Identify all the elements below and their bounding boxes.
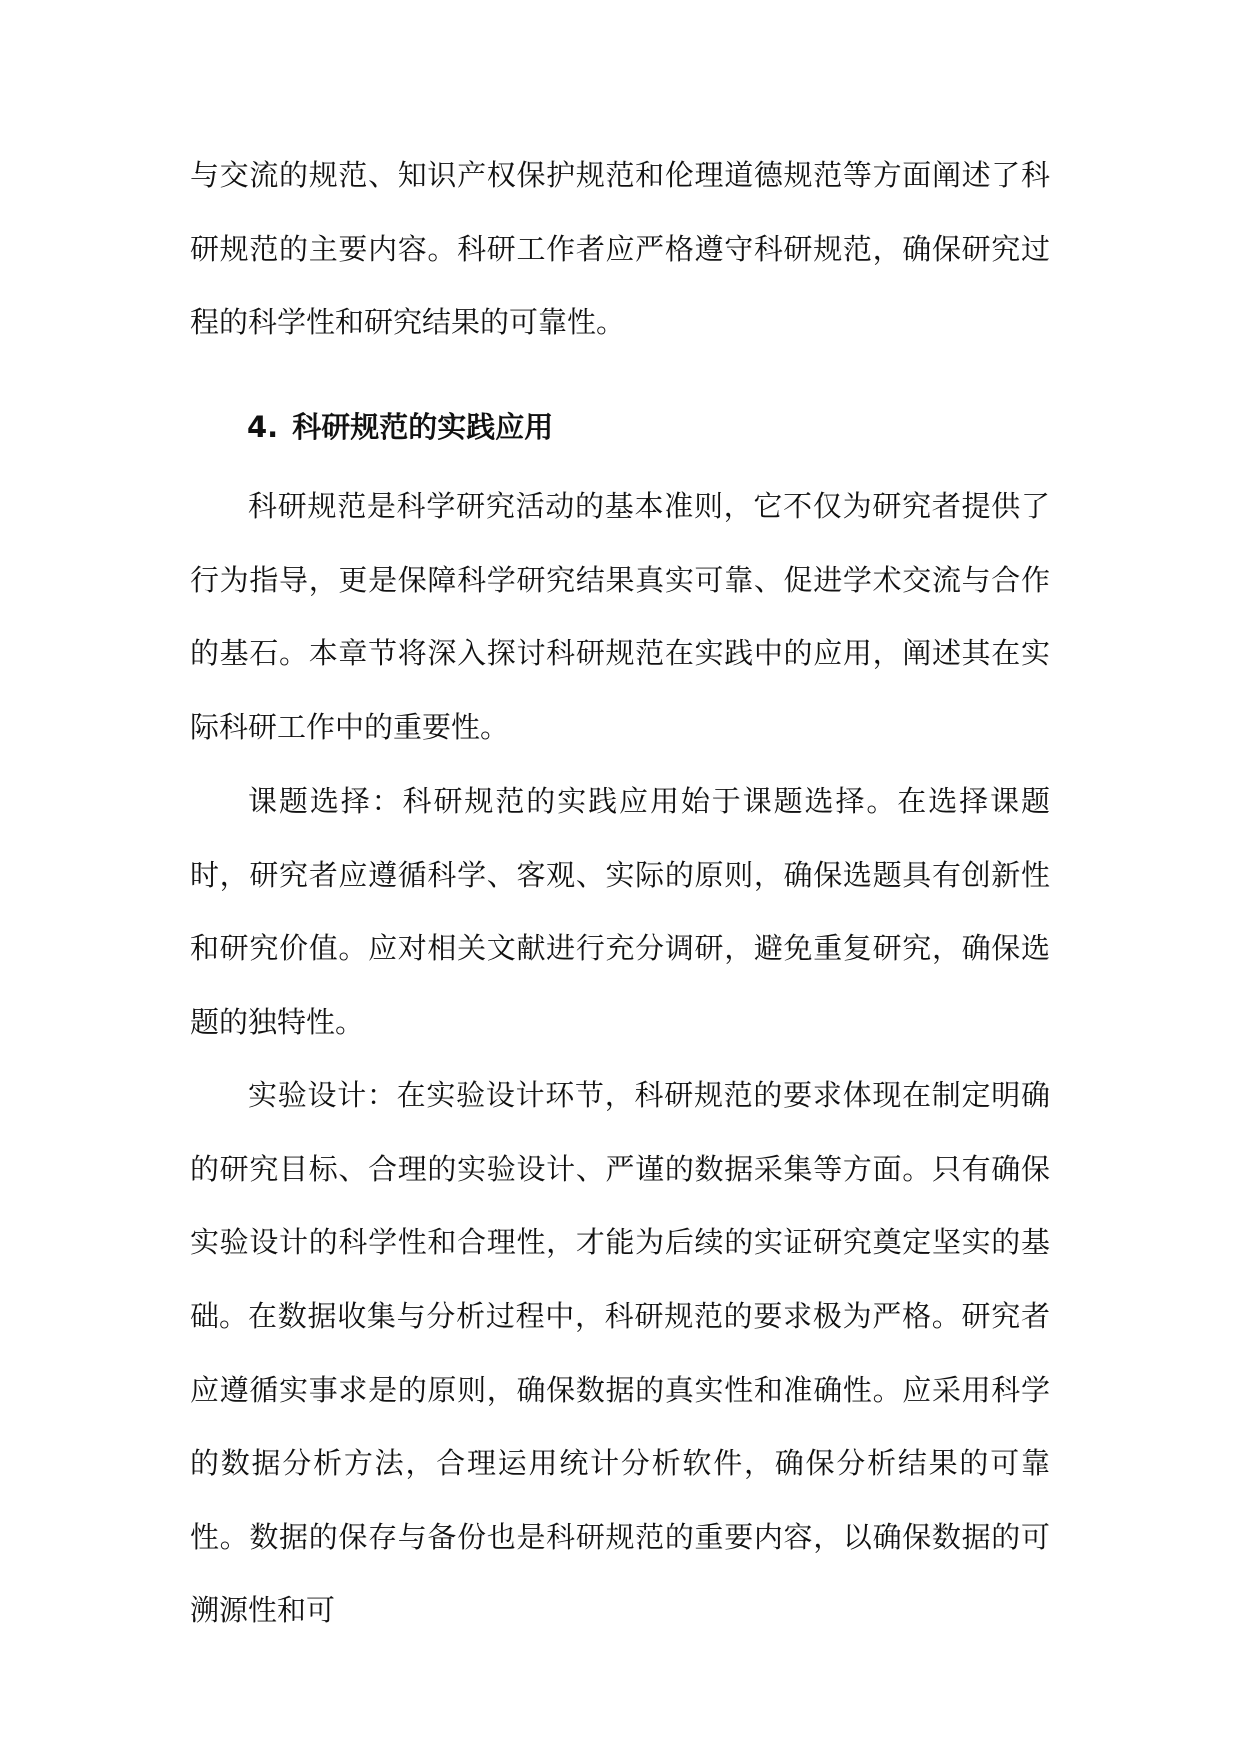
section-number: 4. xyxy=(247,410,279,444)
section-title: 科研规范的实践应用 xyxy=(292,410,554,444)
paragraph-data-analysis: 在数据收集与分析过程中，科研规范的要求极为严格。研究者应遵循实事求是的原则，确保数据的真实性和准确性。应采用科学的数据分析方法，合理运用统计分析软件，确保分析结果的可靠性。数据的保存与备份也是科研规范的重要内容，以确保数据的可溯源性和可 xyxy=(190,1299,1050,1627)
paragraph-topic-selection: 课题选择：科研规范的实践应用始于课题选择。在选择课题时，研究者应遵循科学、客观、实际的原则，确保选题具有创新性和研究价值。应对相关文献进行充分调研，避免重复研究，确保选题的独特性。 xyxy=(190,784,1050,1039)
paragraph-experiment-design: 实验设计：在实验设计环节，科研规范的要求体现在制定明确的研究目标、合理的实验设计、严谨的数据采集等方面。只有确保实验设计的科学性和合理性，才能为后续的实证研究奠定坚实的基础。 xyxy=(190,1078,1050,1333)
continued-paragraph: 与交流的规范、知识产权保护规范和伦理道德规范等方面阐述了科研规范的主要内容。科研工作者应严格遵守科研规范，确保研究过程的科学性和研究结果的可靠性。 xyxy=(190,158,1050,339)
section-heading xyxy=(247,402,553,452)
paragraph-intro: 科研规范是科学研究活动的基本准则，它不仅为研究者提供了行为指导，更是保障科学研究结果真实可靠、促进学术交流与合作的基石。本章节将深入探讨科研规范在实践中的应用，阐述其在实际科研工作中的重要性。 xyxy=(190,489,1050,744)
